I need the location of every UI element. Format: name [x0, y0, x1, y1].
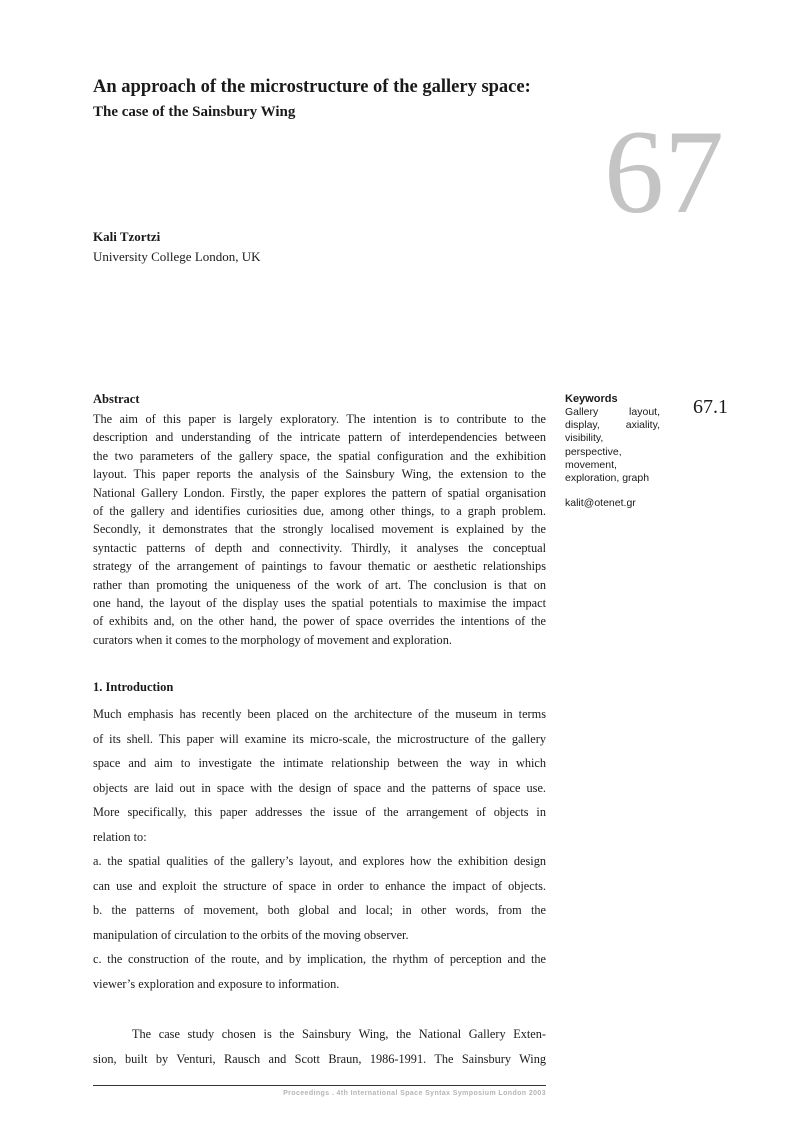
- introduction-line: b. the patterns of movement, both global and local; in other words, from the: [93, 903, 546, 917]
- abstract-line: National Gallery London. Firstly, the paper explores the pattern of spatial organisation: [93, 485, 546, 500]
- section-number: 67.1: [693, 396, 728, 418]
- introduction-line: viewer’s exploration and exposure to information.: [93, 976, 340, 991]
- abstract-line: curators when it comes to the morphology of movement and exploration.: [93, 632, 452, 647]
- keyword-line: visibility,: [565, 432, 604, 445]
- introduction-line: space and aim to investigate the intimate relationship between the way in which: [93, 756, 546, 770]
- abstract-heading: Abstract: [93, 392, 140, 406]
- abstract-line: of exhibits and, on the other hand, the power of space overrides the intentions of the: [93, 614, 546, 629]
- introduction-line: relation to:: [93, 829, 147, 844]
- keyword-line: Gallery layout,: [565, 406, 660, 418]
- abstract-body: [93, 410, 546, 649]
- introduction-heading: 1. Introduction: [93, 680, 174, 694]
- introduction-line: of its shell. This paper will examine its micro-scale, the microstructure of the gallery: [93, 731, 546, 746]
- keywords-heading: Keywords: [565, 393, 618, 405]
- introduction-body: [93, 702, 546, 996]
- abstract-line: rather than promoting the uniqueness of the work of art. The conclusion is that on: [93, 577, 546, 592]
- introduction-line: can use and exploit the structure of space in order to enhance the impact of objects.: [93, 878, 546, 893]
- introduction-line: More specifically, this paper addresses the issue of the arrangement of objects in: [93, 805, 546, 819]
- introduction-line: a. the spatial qualities of the gallery’s layout, and explores how the exhibition design: [93, 854, 546, 868]
- introduction-line: sion, built by Venturi, Rausch and Scott Braun, 1986-1991. The Sainsbury Wing: [93, 1051, 546, 1066]
- abstract-line: description and understanding of the intricate pattern of interdependencies between: [93, 430, 546, 445]
- author-affiliation: University College London, UK: [93, 249, 261, 264]
- abstract-line: of the gallery and identifies curiosities due, among other things, to a graph problem.: [93, 504, 546, 519]
- abstract-line: syntactic patterns of depth and connectivity. Thirdly, it analyses the conceptual: [93, 540, 546, 555]
- keyword-line: movement,: [565, 458, 617, 471]
- introduction-line: Much emphasis has recently been placed on the architecture of the museum in terms: [93, 707, 546, 721]
- abstract-line: one hand, the layout of the display uses the spatial potentials to maximise the impact: [93, 596, 546, 611]
- abstract-line: layout. This paper reports the analysis of the Sainsbury Wing, the extension to the: [93, 467, 546, 482]
- author-email: kalit@otenet.gr: [565, 497, 636, 509]
- introduction-paragraph-2: [93, 1022, 546, 1071]
- paper-subtitle: The case of the Sainsbury Wing: [93, 104, 296, 120]
- introduction-line: manipulation of circulation to the orbits of the moving observer.: [93, 927, 409, 942]
- abstract-line: the two parameters of the gallery space, the spatial configuration and the exhibition: [93, 448, 546, 463]
- introduction-line: The case study chosen is the Sainsbury Wing, the National Gallery Exten-: [132, 1027, 546, 1041]
- author-name: Kali Tzortzi: [93, 229, 161, 244]
- abstract-line: Secondly, it demonstrates that the strongly localised movement is explained by the: [93, 522, 546, 537]
- keywords-list: [565, 406, 660, 485]
- introduction-line: c. the construction of the route, and by implication, the rhythm of perception and the: [93, 952, 546, 966]
- abstract-line: The aim of this paper is largely exploratory. The intention is to contribute to the: [93, 412, 546, 426]
- paper-number: 67: [604, 105, 724, 238]
- footer-text: Proceedings . 4th International Space Syntax Symposium London 2003: [283, 1090, 546, 1097]
- abstract-line: strategy of the arrangement of paintings to favour thematic or aesthetic relationships: [93, 559, 546, 574]
- footer-rule: [93, 1085, 546, 1086]
- keyword-line: display, axiality,: [565, 419, 660, 432]
- paper-title: An approach of the microstructure of the gallery space:: [93, 77, 531, 97]
- introduction-line: objects are laid out in space with the design of space and the patterns of space use.: [93, 780, 546, 795]
- keyword-line: exploration, graph: [565, 472, 650, 485]
- keyword-line: perspective,: [565, 445, 622, 458]
